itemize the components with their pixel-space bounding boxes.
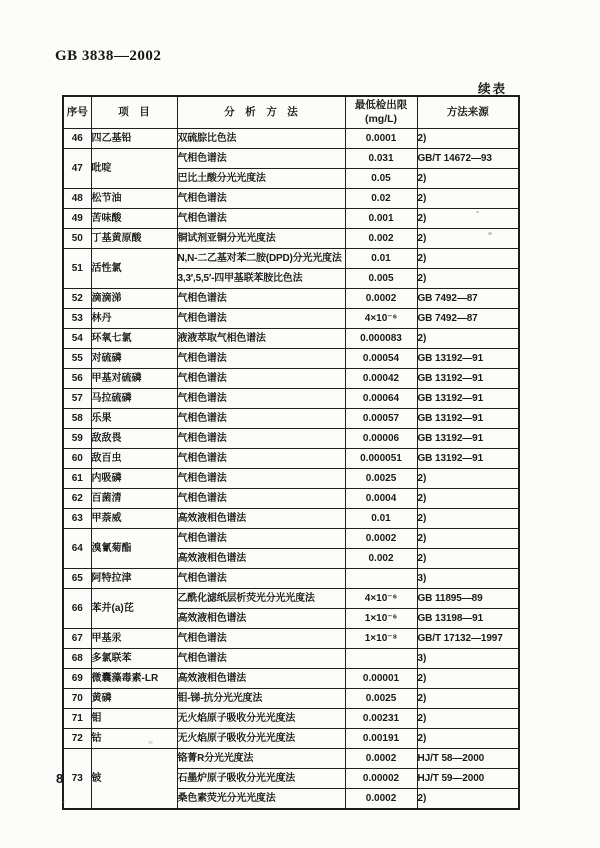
table-row: [63, 209, 519, 229]
source-cell: GB 11895—89: [417, 589, 519, 609]
source-cell: 2): [417, 209, 519, 229]
limit-cell: 0.002: [345, 549, 417, 569]
limit-cell: 0.00191: [345, 729, 417, 749]
table-row: [63, 749, 519, 769]
row-item: 黄磷: [91, 689, 177, 709]
row-no: 47: [63, 149, 91, 189]
source-cell: 2): [417, 129, 519, 149]
method-cell: 高效液相色谱法: [177, 549, 345, 569]
method-cell: 气相色谱法: [177, 469, 345, 489]
row-item: 内吸磷: [91, 469, 177, 489]
row-item: 四乙基铅: [91, 129, 177, 149]
source-cell: 2): [417, 469, 519, 489]
method-cell: 钼-锑-抗分光光度法: [177, 689, 345, 709]
row-item: 百菌清: [91, 489, 177, 509]
row-item: 苦味酸: [91, 209, 177, 229]
source-cell: 2): [417, 689, 519, 709]
method-cell: 气相色谱法: [177, 409, 345, 429]
table-row: [63, 689, 519, 709]
row-item: 活性氯: [91, 249, 177, 289]
method-cell: 气相色谱法: [177, 449, 345, 469]
method-cell: 液液萃取气相色谱法: [177, 329, 345, 349]
row-item: 铍: [91, 749, 177, 810]
row-item: 丁基黄原酸: [91, 229, 177, 249]
column-header-no: 序号: [63, 96, 91, 129]
source-cell: GB 7492—87: [417, 289, 519, 309]
limit-cell: 0.00064: [345, 389, 417, 409]
method-cell: 气相色谱法: [177, 209, 345, 229]
table-header: [63, 96, 519, 129]
source-cell: 2): [417, 549, 519, 569]
row-item: 溴氰菊酯: [91, 529, 177, 569]
source-cell: 2): [417, 329, 519, 349]
source-cell: GB 13192—91: [417, 409, 519, 429]
method-cell: 气相色谱法: [177, 629, 345, 649]
row-item: 吡啶: [91, 149, 177, 189]
row-no: 65: [63, 569, 91, 589]
limit-cell: 0.0001: [345, 129, 417, 149]
row-no: 51: [63, 249, 91, 289]
method-cell: 石墨炉原子吸收分光光度法: [177, 769, 345, 789]
limit-cell: 0.0002: [345, 749, 417, 769]
source-cell: 2): [417, 529, 519, 549]
row-no: 56: [63, 369, 91, 389]
method-cell: 铬菁R分光光度法: [177, 749, 345, 769]
limit-cell: 4×10⁻⁶: [345, 309, 417, 329]
row-no: 63: [63, 509, 91, 529]
method-cell: 无火焰原子吸收分光光度法: [177, 729, 345, 749]
row-item: 苯并(a)芘: [91, 589, 177, 629]
table-header-row: [63, 96, 519, 129]
table-row: [63, 249, 519, 269]
method-cell: 气相色谱法: [177, 389, 345, 409]
method-cell: 桑色素荧光分光光度法: [177, 789, 345, 810]
limit-cell: 1×10⁻⁶: [345, 609, 417, 629]
row-item: 甲基对硫磷: [91, 369, 177, 389]
method-cell: 气相色谱法: [177, 149, 345, 169]
table-row: [63, 309, 519, 329]
page-number: 8: [56, 771, 64, 786]
source-cell: 2): [417, 189, 519, 209]
limit-cell: 0.0025: [345, 469, 417, 489]
method-cell: 高效液相色谱法: [177, 509, 345, 529]
row-item: 甲萘威: [91, 509, 177, 529]
source-cell: HJ/T 58—2000: [417, 749, 519, 769]
limit-cell: 0.00054: [345, 349, 417, 369]
method-cell: 气相色谱法: [177, 289, 345, 309]
source-cell: HJ/T 59—2000: [417, 769, 519, 789]
limit-cell: 0.031: [345, 149, 417, 169]
analysis-methods-table: [62, 95, 520, 810]
row-item: 甲基汞: [91, 629, 177, 649]
limit-cell: 0.00006: [345, 429, 417, 449]
source-cell: 2): [417, 509, 519, 529]
method-cell: 铜试剂亚铜分光光度法: [177, 229, 345, 249]
source-cell: 2): [417, 709, 519, 729]
method-cell: 高效液相色谱法: [177, 609, 345, 629]
limit-cell: 1×10⁻⁸: [345, 629, 417, 649]
limit-cell: 0.001: [345, 209, 417, 229]
source-cell: GB 13198—91: [417, 609, 519, 629]
row-no: 69: [63, 669, 91, 689]
limit-cell: 0.005: [345, 269, 417, 289]
limit-cell: 0.00002: [345, 769, 417, 789]
table-row: [63, 529, 519, 549]
source-cell: 3): [417, 649, 519, 669]
row-item: 林丹: [91, 309, 177, 329]
limit-cell: 0.000051: [345, 449, 417, 469]
continued-table-label: 续表: [478, 82, 508, 96]
source-cell: 2): [417, 229, 519, 249]
row-no: 58: [63, 409, 91, 429]
method-cell: 气相色谱法: [177, 489, 345, 509]
row-item: 松节油: [91, 189, 177, 209]
limit-cell: [345, 649, 417, 669]
source-cell: GB 13192—91: [417, 429, 519, 449]
table-row: [63, 289, 519, 309]
row-item: 钼: [91, 709, 177, 729]
table-row: [63, 509, 519, 529]
row-no: 50: [63, 229, 91, 249]
table-row: [63, 709, 519, 729]
row-no: 55: [63, 349, 91, 369]
row-no: 71: [63, 709, 91, 729]
scan-speck: [63, 801, 65, 803]
limit-cell: 0.00001: [345, 669, 417, 689]
table-row: [63, 729, 519, 749]
row-item: 滴滴涕: [91, 289, 177, 309]
column-header-limit-line2: (mg/L): [364, 112, 398, 125]
table-row: [63, 649, 519, 669]
limit-cell: 0.002: [345, 229, 417, 249]
column-header-limit: [345, 96, 417, 129]
table-row: [63, 669, 519, 689]
row-item: 乐果: [91, 409, 177, 429]
row-item: 环氧七氯: [91, 329, 177, 349]
row-no: 70: [63, 689, 91, 709]
row-item: 阿特拉津: [91, 569, 177, 589]
table-row: [63, 149, 519, 169]
method-cell: 气相色谱法: [177, 189, 345, 209]
table-row: [63, 589, 519, 609]
source-cell: 2): [417, 169, 519, 189]
table-row: [63, 489, 519, 509]
scan-speck: [476, 211, 479, 213]
source-cell: 3): [417, 569, 519, 589]
table-row: [63, 389, 519, 409]
table-row: [63, 449, 519, 469]
row-no: 59: [63, 429, 91, 449]
table-row: [63, 429, 519, 449]
row-item: 多氯联苯: [91, 649, 177, 669]
row-no: 67: [63, 629, 91, 649]
method-cell: 气相色谱法: [177, 569, 345, 589]
limit-cell: 0.0002: [345, 789, 417, 810]
limit-cell: 0.0002: [345, 289, 417, 309]
method-cell: 乙酰化滤纸层析荧光分光光度法: [177, 589, 345, 609]
limit-cell: 0.01: [345, 249, 417, 269]
row-no: 64: [63, 529, 91, 569]
source-cell: GB 13192—91: [417, 449, 519, 469]
row-no: 60: [63, 449, 91, 469]
method-cell: 气相色谱法: [177, 349, 345, 369]
table-row: [63, 629, 519, 649]
row-item: 对硫磷: [91, 349, 177, 369]
row-item: 敌百虫: [91, 449, 177, 469]
source-cell: GB/T 17132—1997: [417, 629, 519, 649]
method-cell: 无火焰原子吸收分光光度法: [177, 709, 345, 729]
row-no: 72: [63, 729, 91, 749]
limit-cell: 0.00231: [345, 709, 417, 729]
scan-speck: [488, 232, 492, 235]
method-cell: 气相色谱法: [177, 429, 345, 449]
source-cell: 2): [417, 669, 519, 689]
row-no: 46: [63, 129, 91, 149]
limit-cell: 0.0004: [345, 489, 417, 509]
row-no: 57: [63, 389, 91, 409]
row-no: 62: [63, 489, 91, 509]
row-item: 敌敌畏: [91, 429, 177, 449]
method-cell: 气相色谱法: [177, 309, 345, 329]
doc-code: GB 3838—2002: [55, 48, 162, 64]
source-cell: 2): [417, 269, 519, 289]
table-row: [63, 229, 519, 249]
limit-cell: 0.000083: [345, 329, 417, 349]
row-no: 49: [63, 209, 91, 229]
method-cell: 气相色谱法: [177, 369, 345, 389]
source-cell: 2): [417, 489, 519, 509]
limit-cell: 0.01: [345, 509, 417, 529]
source-cell: GB 13192—91: [417, 389, 519, 409]
row-no: 66: [63, 589, 91, 629]
row-no: 48: [63, 189, 91, 209]
row-item: 马拉硫磷: [91, 389, 177, 409]
method-cell: N,N-二乙基对苯二胺(DPD)分光光度法: [177, 249, 345, 269]
source-cell: 2): [417, 249, 519, 269]
row-no: 73: [63, 749, 91, 810]
source-cell: 2): [417, 729, 519, 749]
source-cell: GB 13192—91: [417, 369, 519, 389]
method-cell: 巴比土酸分光光度法: [177, 169, 345, 189]
table-row: [63, 369, 519, 389]
source-cell: 2): [417, 789, 519, 810]
table-row: [63, 569, 519, 589]
table-row: [63, 469, 519, 489]
source-cell: GB 7492—87: [417, 309, 519, 329]
column-header-method: 分 析 方 法: [177, 96, 345, 129]
limit-cell: 0.0002: [345, 529, 417, 549]
table-row: [63, 409, 519, 429]
method-cell: 气相色谱法: [177, 529, 345, 549]
limit-cell: 0.00042: [345, 369, 417, 389]
method-cell: 气相色谱法: [177, 649, 345, 669]
column-header-limit-line1: 最低检出限: [354, 99, 408, 112]
method-cell: 3,3′,5,5′-四甲基联苯胺比色法: [177, 269, 345, 289]
limit-cell: 0.00057: [345, 409, 417, 429]
limit-cell: [345, 569, 417, 589]
source-cell: GB 13192—91: [417, 349, 519, 369]
row-no: 54: [63, 329, 91, 349]
row-no: 68: [63, 649, 91, 669]
row-item: 钴: [91, 729, 177, 749]
column-header-item: 项 目: [91, 96, 177, 129]
limit-cell: 0.05: [345, 169, 417, 189]
method-cell: 高效液相色谱法: [177, 669, 345, 689]
source-cell: GB/T 14672—93: [417, 149, 519, 169]
column-header-source: 方法来源: [417, 96, 519, 129]
table-row: [63, 129, 519, 149]
limit-cell: 0.0025: [345, 689, 417, 709]
scan-speck: [148, 741, 153, 744]
limit-cell: 0.02: [345, 189, 417, 209]
table-body: [63, 129, 519, 810]
table-row: [63, 349, 519, 369]
table-row: [63, 329, 519, 349]
row-no: 53: [63, 309, 91, 329]
row-item: 微囊藻毒素-LR: [91, 669, 177, 689]
method-cell: 双硫腙比色法: [177, 129, 345, 149]
table-row: [63, 189, 519, 209]
row-no: 61: [63, 469, 91, 489]
row-no: 52: [63, 289, 91, 309]
limit-cell: 4×10⁻⁶: [345, 589, 417, 609]
